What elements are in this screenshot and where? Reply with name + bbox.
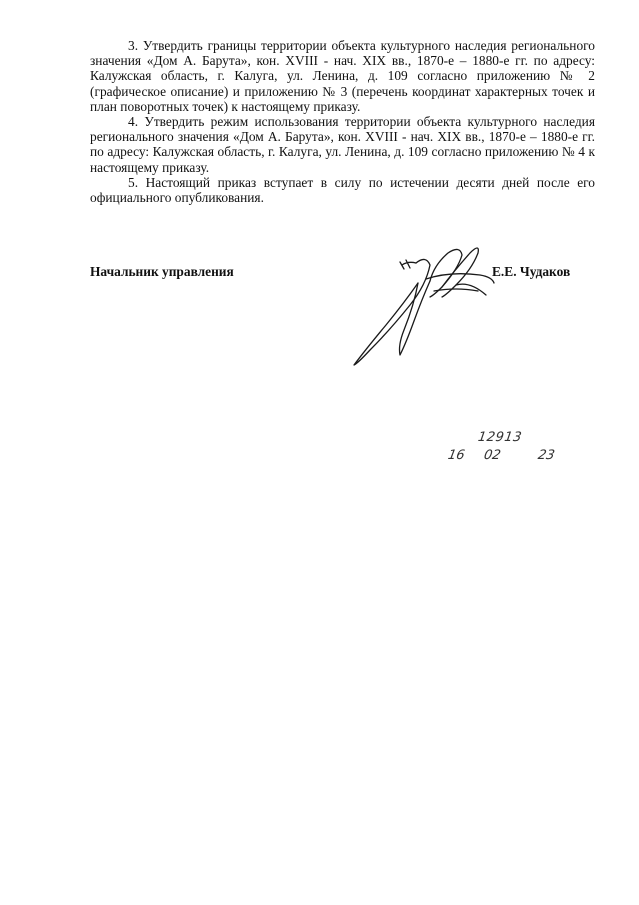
signatory-position: Начальник управления [90, 264, 234, 279]
paragraph-5: 5. Настоящий приказ вступает в силу по истечении десяти дней после его официального опубликования. [90, 174, 595, 206]
registration-day: 16 [446, 448, 466, 463]
registration-mark [440, 424, 570, 474]
registration-month: 02 [482, 448, 502, 463]
signatory-name: Е.Е. Чудаков [492, 264, 571, 279]
paragraph-3: 3. Утвердить границы территории объекта культурного наследия регионального значения «Дом А. Барута», кон. XVIII - нач. XIX вв., 1870-е – 1880-е гг. по адресу: Калужская область, г. Калуга, ул. Ленина, д. 109 согласно приложению № 2 (графическое описание) и приложению № 3 (перечень координат характерных точек и план поворотных точек) к настоящему приказу. [90, 38, 595, 114]
paragraph-4: 4. Утвердить режим использования территории объекта культурного наследия регионального значения «Дом А. Барута», кон. XVIII - нач. XIX вв., 1870-е – 1880-е гг. по адресу: Калужская область, г. Калуга, ул. Ленина, д. 109 согласно приложению № 4 к настоящему приказу. [90, 114, 595, 175]
registration-number: 12913 [476, 430, 523, 445]
handwritten-signature [330, 225, 510, 375]
document-body [90, 38, 595, 205]
registration-year: 23 [536, 448, 556, 463]
